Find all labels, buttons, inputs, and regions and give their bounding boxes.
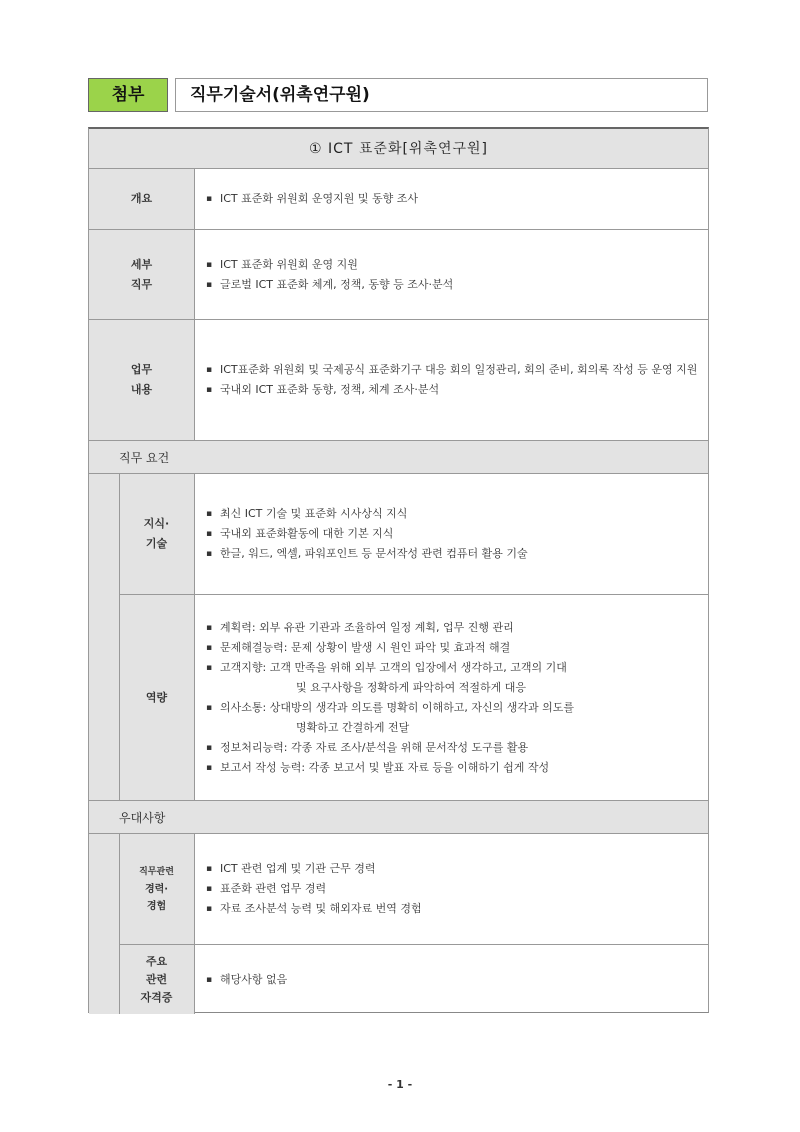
list-item: ▪ 자료 조사분석 능력 및 해외자료 번역 경험 [206,899,698,919]
list-item: ▪ 고객지향: 고객 만족을 위해 외부 고객의 입장에서 생각하고, 고객의 기대 및 요구사항을 정확하게 파악하여 적절하게 대응 [206,658,698,698]
list-item: ▪ ICT 표준화 위원회 운영지원 및 동향 조사 [206,189,698,209]
list-item: ▪ 의사소통: 상대방의 생각과 의도를 명확히 이해하고, 자신의 생각과 의도를 명확하고 간결하게 전달 [206,698,698,738]
competency-content [194,595,708,800]
job-description-table [88,127,709,1013]
competency-label: 역량 [119,595,194,800]
list-item: ▪ ICT 표준화 위원회 운영 지원 [206,255,698,275]
table-title: ① ICT 표준화[위촉연구원] [89,129,708,169]
work-content [194,320,708,440]
list-item: ▪ 표준화 관련 업무 경력 [206,879,698,899]
overview-label: 개요 [89,169,194,229]
certificates-label: 주요 관련 자격증 [119,945,194,1014]
list-item: ▪ 보고서 작성 능력: 각종 보고서 및 발표 자료 등을 이해하기 쉽게 작성 [206,758,698,778]
knowledge-content [194,474,708,594]
knowledge-label: 지식· 기술 [119,474,194,594]
list-item: ▪ 정보처리능력: 각종 자료 조사/분석을 위해 문서작성 도구를 활용 [206,738,698,758]
duties-label: 세부 직무 [89,230,194,319]
list-item: ▪ 최신 ICT 기술 및 표준화 시사상식 지식 [206,504,698,524]
certificates-content [194,945,708,1014]
list-item: ▪ 계획력: 외부 유관 기관과 조율하여 일정 계획, 업무 진행 관리 [206,618,698,638]
experience-label: 직무관련 경력· 경험 [119,834,194,944]
list-item: ▪ 해당사항 없음 [206,970,698,990]
list-item: ▪ ICT 관련 업계 및 기관 근무 경력 [206,859,698,879]
document-title: 직무기술서(위촉연구원) [175,78,708,112]
indent-column [89,474,119,800]
list-item: ▪ 문제해결능력: 문제 상황이 발생 시 원인 파악 및 효과적 해결 [206,638,698,658]
list-item: ▪ 국내외 ICT 표준화 동향, 정책, 체계 조사·분석 [206,380,698,400]
list-item: ▪ 한글, 워드, 엑셀, 파워포인트 등 문서작성 관련 컴퓨터 활용 기술 [206,544,698,564]
column-divider [119,834,120,1014]
page-number: - 1 - [387,1078,413,1091]
attachment-tag: 첨부 [88,78,168,112]
experience-content [194,834,708,944]
column-divider [119,474,120,800]
list-item: ▪ 국내외 표준화활동에 대한 기본 지식 [206,524,698,544]
duties-content [194,230,708,319]
work-label: 업무 내용 [89,320,194,440]
preferences-heading: 우대사항 [89,800,708,834]
list-item: ▪ ICT표준화 위원회 및 국제공식 표준화기구 대응 회의 일정관리, 회의 준비, 회의록 작성 등 운영 지원 [206,360,698,380]
overview-content [194,169,708,229]
column-divider [194,474,195,800]
column-divider [194,169,195,440]
requirements-heading: 직무 요건 [89,440,708,474]
list-item: ▪ 글로벌 ICT 표준화 체계, 정책, 동향 등 조사·분석 [206,275,698,295]
indent-column [89,834,119,1014]
column-divider [194,834,195,1014]
document-header [88,78,708,112]
